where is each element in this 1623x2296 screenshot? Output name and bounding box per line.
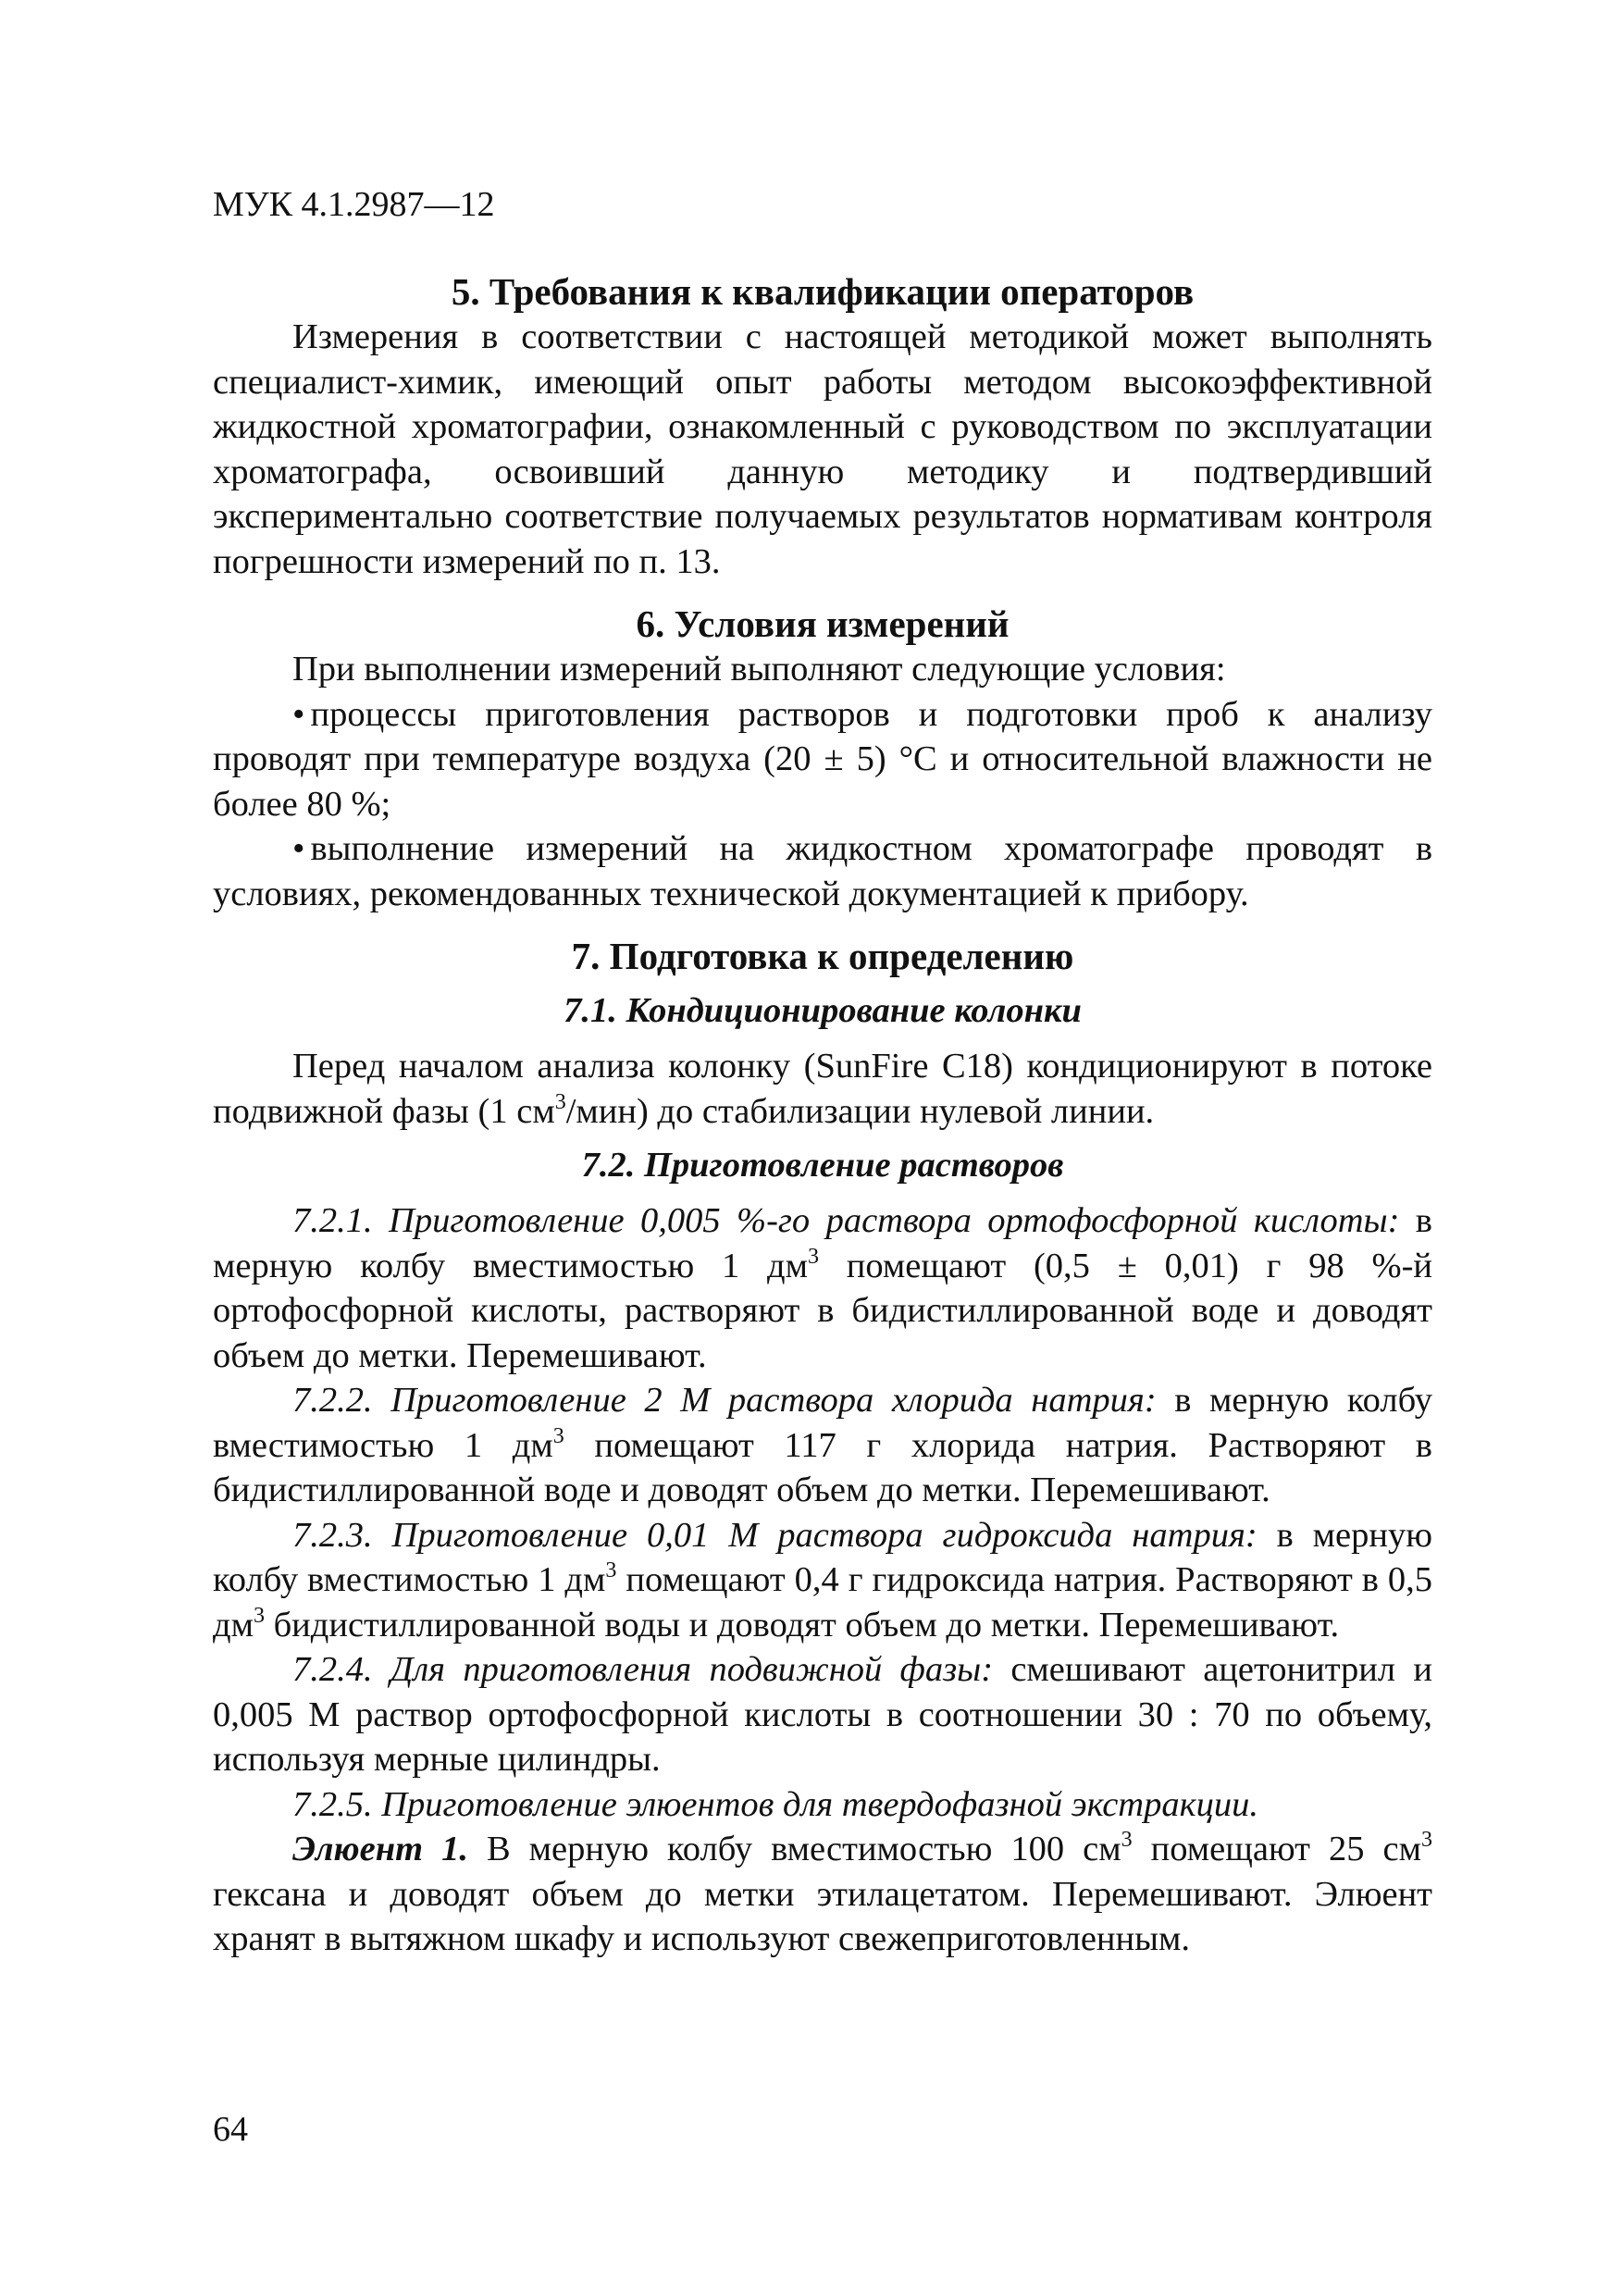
page-number: 64	[213, 2110, 248, 2149]
paragraph-7-2-4: 7.2.4. Для приготовления подвижной фазы: смешивают ацетонитрил и 0,005 М раствор ортофосфорной кислоты в соотношении 30 : 70 по объему, используя мерные цилиндры.	[213, 1650, 1432, 1779]
section-6-bullet-1: • процессы приготовления растворов и подготовки проб к анализу проводят при температуре воздуха (20 ± 5) °С и относительной влажности не более 80 %;	[213, 694, 1432, 824]
document-code-header: МУК 4.1.2987—12	[213, 185, 495, 224]
paragraph-7-2-3: 7.2.3. Приготовление 0,01 М раствора гидроксида натрия: в мерную колбу вместимостью 1 $дм^3$ помещают 0,4 г гидроксида натрия. Растворяют в 0,5 $дм^3$ бидистиллированной воды и доводят объем до метки. Перемешивают.	[213, 1515, 1432, 1644]
paragraph-7-2-1: 7.2.1. Приготовление 0,005 %-го раствора ортофосфорной кислоты: в мерную колбу вместимостью 1 $дм^3$ помещают (0,5 ± 0,01) г 98 %-й ортофосфорной кислоты, растворяют в бидистиллированной воде и доводят объем до метки. Перемешивают.	[213, 1201, 1432, 1375]
section-6-intro: При выполнении измерений выполняют следующие условия:	[292, 650, 1226, 689]
section-7-title: 7. Подготовка к определению	[571, 935, 1074, 977]
paragraph-7-2-2: 7.2.2. Приготовление 2 М раствора хлорида натрия: в мерную колбу вместимостью 1 $дм^3$ помещают 117 г хлорида натрия. Растворяют в бидистиллированной воде и доводят объем до метки. Перемешивают.	[213, 1381, 1432, 1509]
bullet-icon: •	[292, 694, 305, 734]
section-5-paragraph: Измерения в соответствии с настоящей методикой может выполнять специалист-химик, имеющий опыт работы методом высокоэффективной жидкостной хроматографии, ознакомленный с руководством по эксплуатации хроматографа, освоивший данную методику и подтвердивший экспериментально соответствие получаемых результатов нормативам контроля погрешности измерений по п. 13.	[213, 317, 1432, 581]
section-6-title: 6. Условия измерений	[636, 602, 1010, 645]
subsection-7-1-paragraph: Перед началом анализа колонку (SunFire C18) кондиционируют в потоке подвижной фазы (1 $см^3/мин$) до стабилизации нулевой линии.	[213, 1047, 1432, 1131]
eluent-1-paragraph: Элюент 1. В мерную колбу вместимостью 100 $см^3$ помещают 25 $см^3$ гексана и доводят объем до метки этилацетатом. Перемешивают. Элюент хранят в вытяжном шкафу и используют свежеприготовленным.	[213, 1828, 1432, 1958]
section-5-title: 5. Требования к квалификации операторов	[451, 270, 1195, 313]
subsection-7-2-title: 7.2. Приготовление растворов	[581, 1146, 1064, 1185]
section-6-bullet-2: • выполнение измерений на жидкостном хроматографе проводят в условиях, рекомендованных технической документацией к прибору.	[213, 829, 1432, 913]
paragraph-7-2-5: 7.2.5. Приготовление элюентов для твердофазной экстракции.	[292, 1784, 1258, 1824]
page-content	[213, 268, 1432, 1962]
subsection-7-1-title: 7.1. Кондиционирование колонки	[564, 991, 1082, 1030]
bullet-icon: •	[292, 829, 305, 868]
